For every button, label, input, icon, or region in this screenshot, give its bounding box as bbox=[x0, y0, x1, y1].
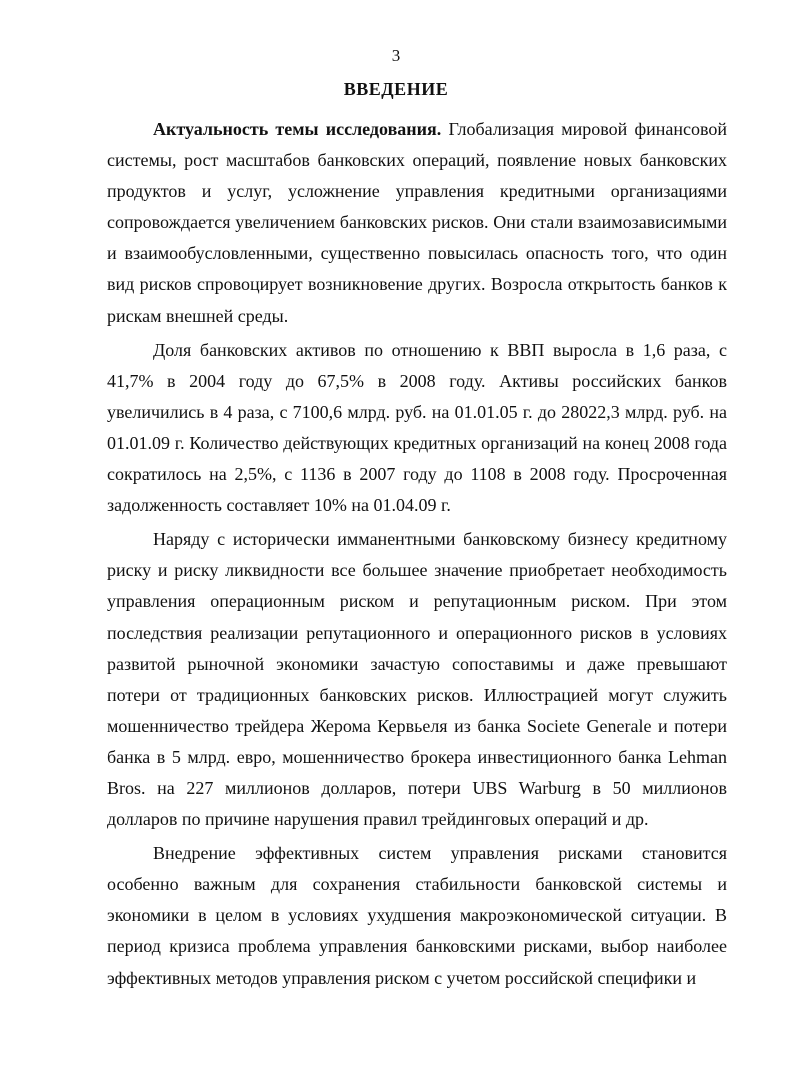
paragraph-risks: Наряду с исторически имманентными банковскому бизнесу кредитному риску и риску ликвидности все большее значение приобретает необходимость управления операционным риском и репутационным риском. При этом последствия реализации репутационного и операционного рисков в условиях развитой рыночной экономики зачастую сопоставимы и даже превышают потери от традиционных банковских рисков. Иллюстрацией могут служить мошенничество трейдера Жерома Кервьеля из банка Societe Generale и потери банка в 5 млрд. евро, мошенничество брокера инвестиционного банка Lehman Bros. на 227 миллионов долларов, потери UBS Warburg в 50 миллионов долларов по причине нарушения правил трейдинговых операций и др. bbox=[107, 529, 727, 830]
paragraph-lead: Актуальность темы исследования. bbox=[153, 119, 442, 139]
page-number: 3 bbox=[391, 46, 401, 65]
section-heading: ВВЕДЕНИЕ bbox=[343, 79, 449, 99]
body-text bbox=[107, 114, 727, 994]
paragraph-relevance bbox=[107, 114, 727, 332]
paragraph-risk-management: Внедрение эффективных систем управления рисками становится особенно важным для сохранения стабильности банковской системы и экономики в целом в условиях ухудшения макроэкономической ситуации. В период кризиса проблема управления банковскими рисками, выбор наиболее эффективных методов управления риском с учетом российской специфики и bbox=[107, 843, 727, 988]
paragraph-statistics: Доля банковских активов по отношению к ВВП выросла в 1,6 раза, с 41,7% в 2004 году до 67,5% в 2008 году. Активы российских банков увеличились в 4 раза, с 7100,6 млрд. руб. на 01.01.05 г. до 28022,3 млрд. руб. на 01.01.09 г. Количество действующих кредитных организаций на конец 2008 года сократилось на 2,5%, с 1136 в 2007 году до 1108 в 2008 году. Просроченная задолженность составляет 10% на 01.04.09 г. bbox=[107, 339, 727, 516]
paragraph-text: Глобализация мировой финансовой системы, рост масштабов банковских операций, появление новых банковских продуктов и услуг, усложнение управления кредитными организациями сопровождается увеличением банковских рисков. Они стали взаимозависимыми и взаимообусловленными, существенно повысилась опасность того, что один вид рисков спровоцирует возникновение других. Возросла открытость банков к рискам внешней среды. bbox=[107, 119, 728, 326]
